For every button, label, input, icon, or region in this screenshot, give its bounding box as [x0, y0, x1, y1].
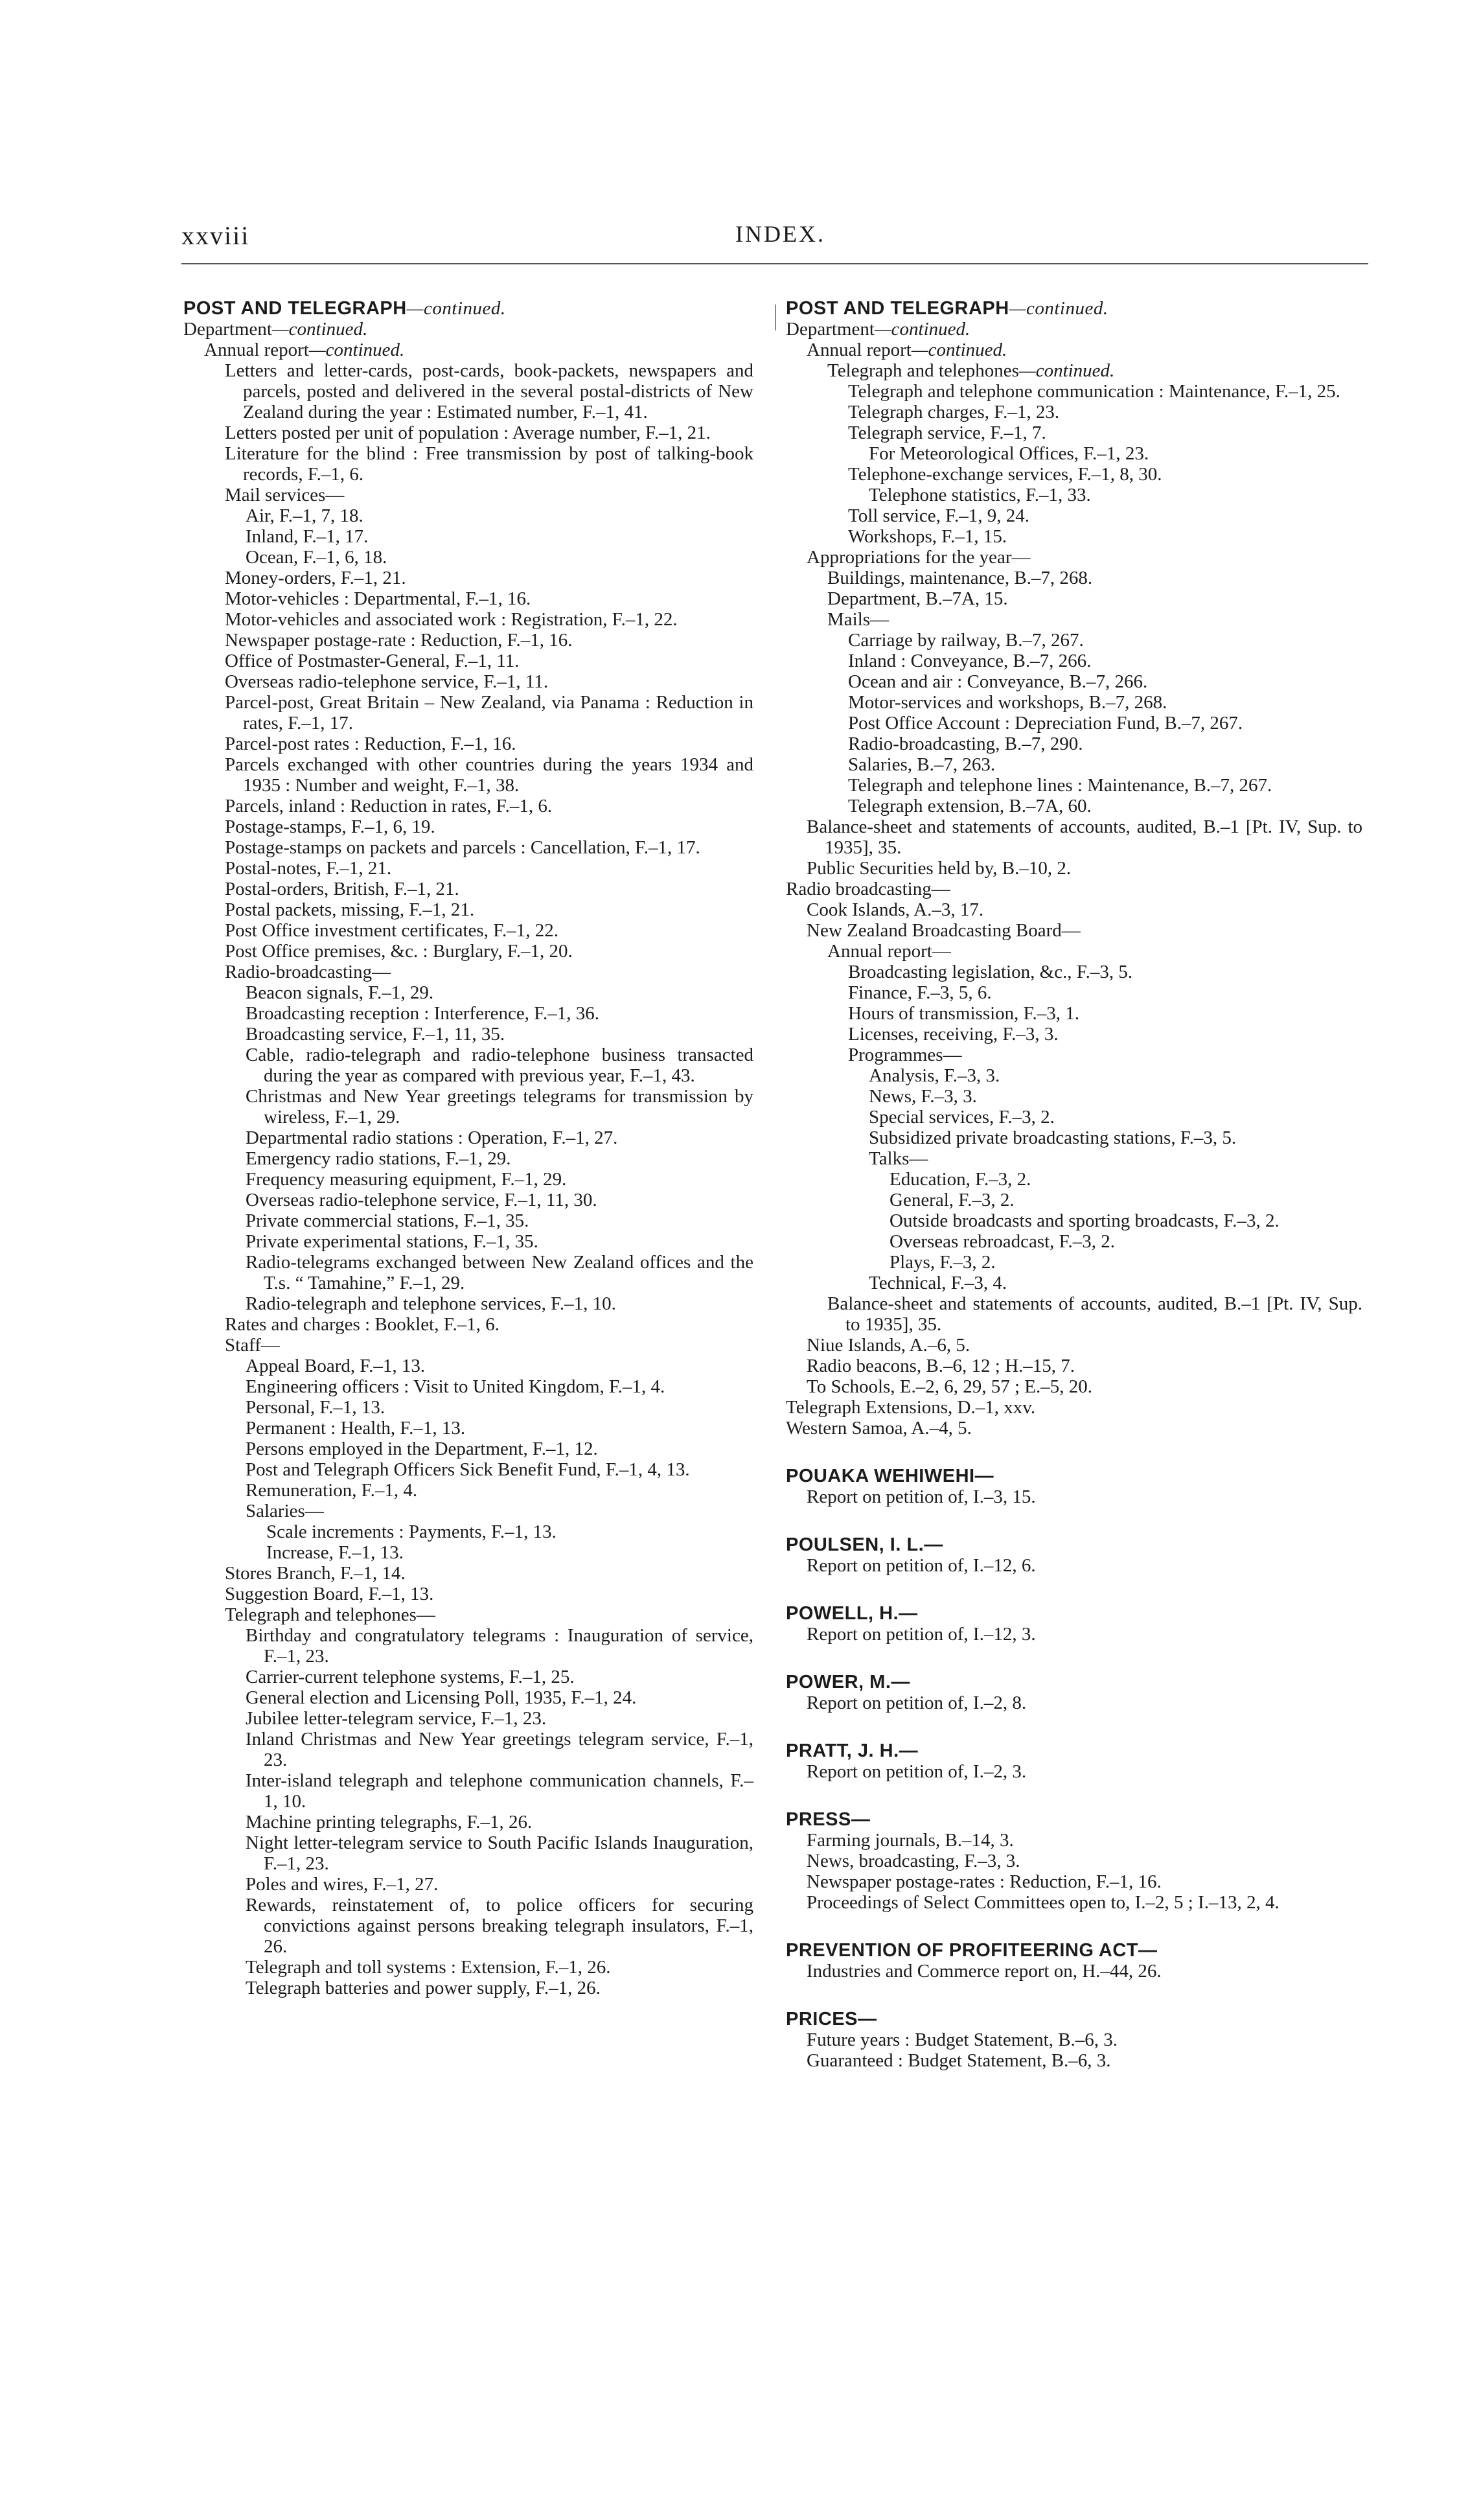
entry-text: Balance-sheet and statements of accounts, audited, B.–1 [Pt. IV, Sup. to 1935], 35.	[807, 816, 1362, 858]
entry-text: Birthday and congratulatory telegrams : Inauguration of service, F.–1, 23.	[246, 1625, 753, 1667]
page-header	[181, 220, 1367, 259]
index-entry	[786, 1148, 1362, 1169]
index-heading	[786, 1534, 1362, 1555]
index-entry	[183, 1169, 753, 1190]
entry-text: Education, F.–3, 2.	[890, 1169, 1031, 1190]
entry-text: Toll service, F.–1, 9, 24.	[848, 505, 1029, 526]
entry-text: Inland Christmas and New Year greetings telegram service, F.–1, 23.	[246, 1729, 753, 1770]
entry-text: Telegraph and telephones	[827, 360, 1019, 381]
index-entry	[183, 1210, 753, 1231]
entry-text: Personal, F.–1, 13.	[246, 1397, 385, 1418]
index-entry	[183, 1003, 753, 1024]
index-entry	[786, 360, 1362, 381]
index-entry	[183, 941, 753, 962]
entry-text: Radio beacons, B.–6, 12 ; H.–15, 7.	[807, 1356, 1075, 1376]
index-entry	[183, 1376, 753, 1397]
entry-text: Post Office premises, &c. : Burglary, F.–1, 20.	[225, 941, 573, 962]
index-entry	[786, 319, 1362, 340]
entry-text: Mail services—	[225, 485, 345, 505]
entry-text: Parcel-post, Great Britain – New Zealand, via Panama : Reduction in rates, F.–1, 17.	[225, 692, 753, 734]
entry-text: Postal-notes, F.–1, 21.	[225, 858, 392, 879]
index-entry	[183, 734, 753, 754]
index-entry	[786, 713, 1362, 734]
entry-text: Telegraph batteries and power supply, F.–1, 26.	[246, 1978, 601, 1998]
index-entry	[183, 651, 753, 671]
index-entry	[786, 547, 1362, 568]
index-entry	[183, 1045, 753, 1086]
entry-text: Motor-vehicles and associated work : Registration, F.–1, 22.	[225, 609, 678, 630]
entry-text: Appeal Board, F.–1, 13.	[246, 1356, 426, 1376]
index-entry	[786, 1127, 1362, 1148]
continued-label: —continued.	[406, 298, 506, 319]
index-entry	[786, 1830, 1362, 1851]
index-entry	[786, 734, 1362, 754]
index-entry	[183, 920, 753, 941]
entry-text: Report on petition of, I.–12, 6.	[807, 1555, 1036, 1576]
entry-text: Special services, F.–3, 2.	[869, 1107, 1055, 1127]
index-entry	[183, 1480, 753, 1501]
index-heading	[786, 1809, 1362, 1830]
index-entry	[183, 1770, 753, 1812]
index-entry	[183, 899, 753, 920]
entry-text: Telegraph charges, F.–1, 23.	[848, 402, 1060, 422]
index-entry	[786, 1376, 1362, 1397]
index-entry	[786, 340, 1362, 360]
entry-text: News, broadcasting, F.–3, 3.	[807, 1851, 1020, 1871]
index-entry	[183, 1978, 753, 1998]
entry-text: Annual report	[807, 340, 912, 360]
entry-text: Talks—	[869, 1148, 928, 1169]
index-entry	[786, 505, 1362, 526]
entry-text: Ocean, F.–1, 6, 18.	[246, 547, 387, 568]
index-entry	[183, 1397, 753, 1418]
entry-text: New Zealand Broadcasting Board—	[807, 920, 1081, 941]
index-entry	[786, 588, 1362, 609]
index-entry	[183, 1252, 753, 1293]
index-entry	[183, 1148, 753, 1169]
index-entry	[786, 630, 1362, 651]
entry-text: Persons employed in the Department, F.–1, 12.	[246, 1439, 598, 1459]
entry-text: Increase, F.–1, 13.	[266, 1542, 404, 1563]
index-entry	[786, 1397, 1362, 1418]
running-title: INDEX.	[735, 221, 825, 247]
entry-text: Engineering officers : Visit to United Kingdom, F.–1, 4.	[246, 1376, 665, 1397]
entry-text: Suggestion Board, F.–1, 13.	[225, 1584, 434, 1604]
entry-text: Radio-telegraph and telephone services, F.–1, 10.	[246, 1293, 616, 1314]
entry-text: Department	[183, 319, 272, 340]
entry-text: Future years : Budget Statement, B.–6, 3.	[807, 2029, 1118, 2050]
entry-text: Farming journals, B.–14, 3.	[807, 1830, 1014, 1851]
entry-text: PRICES—	[786, 2009, 877, 2029]
index-entry	[786, 1169, 1362, 1190]
index-entry	[786, 1335, 1362, 1356]
entry-text: Postage-stamps on packets and parcels : Cancellation, F.–1, 17.	[225, 837, 700, 858]
entry-text: Christmas and New Year greetings telegrams for transmission by wireless, F.–1, 29.	[246, 1086, 753, 1127]
index-entry	[786, 1003, 1362, 1024]
entry-text: Machine printing telegraphs, F.–1, 26.	[246, 1812, 533, 1832]
index-heading	[786, 2009, 1362, 2029]
entry-text: Broadcasting service, F.–1, 11, 35.	[246, 1024, 505, 1045]
entry-text: Finance, F.–3, 5, 6.	[848, 982, 992, 1003]
index-entry	[183, 1521, 753, 1542]
index-heading	[786, 1672, 1362, 1693]
index-entry	[786, 1231, 1362, 1252]
entry-text: Hours of transmission, F.–3, 1.	[848, 1003, 1079, 1024]
continued-label: —continued.	[1018, 360, 1115, 381]
index-entry	[786, 1555, 1362, 1576]
entry-text: Proceedings of Select Committees open to, I.–2, 5 ; I.–13, 2, 4.	[807, 1892, 1280, 1913]
entry-text: POULSEN, I. L.—	[786, 1534, 943, 1555]
entry-text: Plays, F.–3, 2.	[890, 1252, 996, 1273]
index-entry	[183, 1086, 753, 1127]
entry-text: Radio-broadcasting, B.–7, 290.	[848, 734, 1083, 754]
index-entry	[786, 381, 1362, 402]
entry-text: Annual report	[204, 340, 309, 360]
index-entry	[183, 609, 753, 630]
index-entry	[183, 340, 753, 360]
index-entry	[183, 1356, 753, 1376]
index-entry	[183, 360, 753, 422]
entry-text: Office of Postmaster-General, F.–1, 11.	[225, 651, 520, 671]
entry-text: Telegraph and telephones—	[225, 1604, 435, 1625]
index-entry	[786, 775, 1362, 796]
index-entry	[786, 1190, 1362, 1210]
entry-text: POUAKA WEHIWEHI—	[786, 1466, 994, 1486]
entry-text: Department, B.–7A, 15.	[827, 588, 1008, 609]
entry-text: Rates and charges : Booklet, F.–1, 6.	[225, 1314, 500, 1335]
index-entry	[786, 796, 1362, 816]
index-entry	[183, 1729, 753, 1770]
entry-text: Analysis, F.–3, 3.	[869, 1065, 1000, 1086]
continued-label: —continued.	[308, 340, 405, 360]
index-entry	[786, 2029, 1362, 2050]
continued-label: —continued.	[271, 319, 368, 340]
index-entry	[786, 609, 1362, 630]
entry-text: Cable, radio-telegraph and radio-telephone business transacted during the year as compared with previous year, F.–1, 43.	[246, 1045, 753, 1086]
entry-text: Report on petition of, I.–2, 8.	[807, 1693, 1027, 1713]
entry-text: Scale increments : Payments, F.–1, 13.	[266, 1521, 557, 1542]
index-entry	[183, 1024, 753, 1045]
entry-text: Telephone statistics, F.–1, 33.	[869, 485, 1091, 505]
entry-text: POWELL, H.—	[786, 1603, 918, 1624]
entry-text: Frequency measuring equipment, F.–1, 29.	[246, 1169, 567, 1190]
entry-text: Telegraph service, F.–1, 7.	[848, 422, 1046, 443]
entry-text: Annual report—	[827, 941, 951, 962]
index-entry	[183, 1231, 753, 1252]
entry-text: Telephone-exchange services, F.–1, 8, 30.	[848, 464, 1162, 485]
continued-label: —continued.	[874, 319, 970, 340]
entry-text: General election and Licensing Poll, 1935, F.–1, 24.	[246, 1687, 637, 1708]
index-entry	[183, 754, 753, 796]
entry-text: Workshops, F.–1, 15.	[848, 526, 1007, 547]
index-entry	[786, 692, 1362, 713]
entry-text: Night letter-telegram service to South Pacific Islands Inauguration, F.–1, 23.	[246, 1832, 753, 1874]
index-entry	[183, 1418, 753, 1439]
entry-text: Balance-sheet and statements of accounts, audited, B.–1 [Pt. IV, Sup. to 1935], 35.	[827, 1293, 1362, 1335]
index-entry	[183, 1832, 753, 1874]
entry-text: Inland : Conveyance, B.–7, 266.	[848, 651, 1092, 671]
entry-text: Outside broadcasts and sporting broadcasts, F.–3, 2.	[890, 1210, 1280, 1231]
entry-text: Subsidized private broadcasting stations, F.–3, 5.	[869, 1127, 1237, 1148]
entry-text: Motor-services and workshops, B.–7, 268.	[848, 692, 1167, 713]
index-entry	[183, 630, 753, 651]
entry-text: POST AND TELEGRAPH	[786, 298, 1009, 319]
entry-text: POWER, M.—	[786, 1672, 910, 1693]
entry-text: Niue Islands, A.–6, 5.	[807, 1335, 970, 1356]
entry-text: Newspaper postage-rates : Reduction, F.–1, 16.	[807, 1871, 1162, 1892]
index-entry	[183, 858, 753, 879]
entry-text: Licenses, receiving, F.–3, 3.	[848, 1024, 1059, 1045]
index-entry	[786, 526, 1362, 547]
index-entry	[183, 1667, 753, 1687]
index-entry	[786, 402, 1362, 422]
entry-text: Emergency radio stations, F.–1, 29.	[246, 1148, 511, 1169]
entry-text: Beacon signals, F.–1, 29.	[246, 982, 434, 1003]
entry-text: Inter-island telegraph and telephone communication channels, F.–1, 10.	[246, 1770, 753, 1812]
index-entry	[786, 1871, 1362, 1892]
index-entry	[786, 1892, 1362, 1913]
index-entry	[183, 485, 753, 505]
entry-text: Private experimental stations, F.–1, 35.	[246, 1231, 538, 1252]
index-entry	[183, 796, 753, 816]
index-entry	[786, 1065, 1362, 1086]
index-entry	[786, 1024, 1362, 1045]
index-entry	[786, 1086, 1362, 1107]
index-entry	[786, 754, 1362, 775]
entry-text: Post and Telegraph Officers Sick Benefit Fund, F.–1, 4, 13.	[246, 1459, 690, 1480]
index-entry	[786, 982, 1362, 1003]
entry-text: Telegraph and telephone lines : Maintenance, B.–7, 267.	[848, 775, 1272, 796]
entry-text: Cook Islands, A.–3, 17.	[807, 899, 984, 920]
index-entry	[183, 692, 753, 734]
entry-text: Industries and Commerce report on, H.–44, 26.	[807, 1961, 1162, 1982]
entry-text: Western Samoa, A.–4, 5.	[786, 1418, 972, 1439]
index-entry	[786, 651, 1362, 671]
index-entry	[183, 1874, 753, 1895]
index-entry	[183, 1314, 753, 1335]
entry-text: Report on petition of, I.–12, 3.	[807, 1624, 1036, 1645]
entry-text: Report on petition of, I.–2, 3.	[807, 1761, 1027, 1782]
right-column	[786, 298, 1362, 2071]
entry-text: For Meteorological Offices, F.–1, 23.	[869, 443, 1149, 464]
column-divider	[775, 305, 776, 330]
index-entry	[183, 1812, 753, 1832]
header-rule	[181, 263, 1368, 264]
index-heading	[786, 1466, 1362, 1486]
index-entry	[183, 1542, 753, 1563]
index-entry	[786, 899, 1362, 920]
entry-text: Post Office investment certificates, F.–1, 22.	[225, 920, 559, 941]
left-column	[183, 298, 753, 1998]
entry-text: Parcels exchanged with other countries during the years 1934 and 1935 : Number and weight, F.–1, 38.	[225, 754, 753, 796]
index-entry	[786, 1252, 1362, 1273]
index-entry	[786, 671, 1362, 692]
index-entry	[786, 443, 1362, 464]
entry-text: Money-orders, F.–1, 21.	[225, 568, 406, 588]
index-entry	[183, 1335, 753, 1356]
index-entry	[786, 1624, 1362, 1645]
continued-label: —continued.	[911, 340, 1007, 360]
entry-text: Remuneration, F.–1, 4.	[246, 1480, 418, 1501]
index-entry	[183, 1459, 753, 1480]
index-entry	[786, 816, 1362, 858]
entry-text: Department	[786, 319, 875, 340]
index-entry	[183, 1895, 753, 1957]
entry-text: Salaries—	[246, 1501, 324, 1521]
index-entry	[786, 464, 1362, 485]
index-heading	[183, 298, 753, 319]
entry-text: Permanent : Health, F.–1, 13.	[246, 1418, 466, 1439]
entry-text: Radio-telegrams exchanged between New Zealand offices and the T.s. “ Tamahine,” F.–1, 29.	[246, 1252, 753, 1293]
index-entry	[183, 1584, 753, 1604]
entry-text: Jubilee letter-telegram service, F.–1, 23.	[246, 1708, 547, 1729]
entry-text: Carriage by railway, B.–7, 267.	[848, 630, 1084, 651]
continued-label: —continued.	[1009, 298, 1108, 319]
page-number: xxviii	[181, 221, 250, 250]
index-entry	[786, 962, 1362, 982]
entry-text: Telegraph and telephone communication : Maintenance, F.–1, 25.	[848, 381, 1340, 402]
entry-text: Telegraph and toll systems : Extension, F.–1, 26.	[246, 1957, 611, 1978]
entry-text: Telegraph extension, B.–7A, 60.	[848, 796, 1092, 816]
index-entry	[786, 1045, 1362, 1065]
entry-text: General, F.–3, 2.	[890, 1190, 1015, 1210]
entry-text: Poles and wires, F.–1, 27.	[246, 1874, 439, 1895]
index-entry	[183, 568, 753, 588]
entry-text: Telegraph Extensions, D.–1, xxv.	[786, 1397, 1036, 1418]
index-entry	[183, 962, 753, 982]
entry-text: To Schools, E.–2, 6, 29, 57 ; E.–5, 20.	[807, 1376, 1093, 1397]
entry-text: Broadcasting legislation, &c., F.–3, 5.	[848, 962, 1133, 982]
entry-text: Buildings, maintenance, B.–7, 268.	[827, 568, 1093, 588]
entry-text: PRATT, J. H.—	[786, 1740, 919, 1761]
entry-text: Overseas radio-telephone service, F.–1, 11, 30.	[246, 1190, 597, 1210]
index-entry	[786, 920, 1362, 941]
index-entry	[786, 1693, 1362, 1713]
entry-text: Air, F.–1, 7, 18.	[246, 505, 363, 526]
entry-text: Staff—	[225, 1335, 280, 1356]
index-entry	[183, 547, 753, 568]
entry-text: Parcel-post rates : Reduction, F.–1, 16.	[225, 734, 516, 754]
index-heading	[786, 1940, 1362, 1961]
index-entry	[786, 485, 1362, 505]
index-entry	[786, 1761, 1362, 1782]
entry-text: Private commercial stations, F.–1, 35.	[246, 1210, 529, 1231]
index-entry	[183, 1439, 753, 1459]
entry-text: Carrier-current telephone systems, F.–1, 25.	[246, 1667, 575, 1687]
index-entry	[786, 1273, 1362, 1293]
entry-text: Letters posted per unit of population : Average number, F.–1, 21.	[225, 422, 711, 443]
index-entry	[183, 1127, 753, 1148]
entry-text: Letters and letter-cards, post-cards, book-packets, newspapers and parcels, posted and delivered in the several postal-districts of New Zealand during the year : Estimated number, F.–1, 41.	[225, 360, 753, 422]
index-entry	[183, 671, 753, 692]
entry-text: Public Securities held by, B.–10, 2.	[807, 858, 1072, 879]
index-entry	[183, 1604, 753, 1625]
index-entry	[786, 568, 1362, 588]
index-heading	[786, 298, 1362, 319]
entry-text: Stores Branch, F.–1, 14.	[225, 1563, 406, 1584]
index-entry	[786, 858, 1362, 879]
entry-text: Motor-vehicles : Departmental, F.–1, 16.	[225, 588, 531, 609]
index-entry	[183, 879, 753, 899]
index-entry	[183, 1687, 753, 1708]
entry-text: Postal-orders, British, F.–1, 21.	[225, 879, 459, 899]
index-entry	[183, 319, 753, 340]
index-heading	[786, 1740, 1362, 1761]
entry-text: PREVENTION OF PROFITEERING ACT—	[786, 1940, 1158, 1961]
index-entry	[786, 1356, 1362, 1376]
entry-text: Guaranteed : Budget Statement, B.–6, 3.	[807, 2050, 1111, 2071]
index-entry	[183, 1293, 753, 1314]
index-entry	[786, 1961, 1362, 1982]
index-entry	[183, 1708, 753, 1729]
entry-text: Rewards, reinstatement of, to police officers for securing convictions against persons breaking telegraph insulators, F.–1, 26.	[246, 1895, 753, 1957]
entry-text: Parcels, inland : Reduction in rates, F.–1, 6.	[225, 796, 553, 816]
entry-text: Radio broadcasting—	[786, 879, 950, 899]
entry-text: Appropriations for the year—	[807, 547, 1031, 568]
index-entry	[183, 816, 753, 837]
index-entry	[786, 1293, 1362, 1335]
entry-text: Newspaper postage-rate : Reduction, F.–1, 16.	[225, 630, 573, 651]
index-entry	[183, 588, 753, 609]
entry-text: Postal packets, missing, F.–1, 21.	[225, 899, 475, 920]
entry-text: Ocean and air : Conveyance, B.–7, 266.	[848, 671, 1148, 692]
index-entry	[183, 505, 753, 526]
entry-text: Broadcasting reception : Interference, F.–1, 36.	[246, 1003, 600, 1024]
entry-text: PRESS—	[786, 1809, 871, 1830]
entry-text: Inland, F.–1, 17.	[246, 526, 369, 547]
entry-text: Departmental radio stations : Operation, F.–1, 27.	[246, 1127, 618, 1148]
index-entry	[786, 1418, 1362, 1439]
entry-text: POST AND TELEGRAPH	[183, 298, 407, 319]
entry-text: Mails—	[827, 609, 890, 630]
index-entry	[183, 422, 753, 443]
index-entry	[786, 1210, 1362, 1231]
index-entry	[183, 443, 753, 485]
index-entry	[183, 837, 753, 858]
entry-text: Radio-broadcasting—	[225, 962, 391, 982]
entry-text: Literature for the blind : Free transmission by post of talking-book records, F.–1, 6.	[225, 443, 753, 485]
index-entry	[183, 1501, 753, 1521]
index-entry	[786, 879, 1362, 899]
index-entry	[183, 526, 753, 547]
index-entry	[183, 1563, 753, 1584]
index-entry	[786, 1851, 1362, 1871]
entry-text: Programmes—	[848, 1045, 962, 1065]
entry-text: Overseas rebroadcast, F.–3, 2.	[890, 1231, 1115, 1252]
index-entry	[183, 982, 753, 1003]
entry-text: Salaries, B.–7, 263.	[848, 754, 996, 775]
index-entry	[786, 941, 1362, 962]
index-entry	[786, 1486, 1362, 1507]
entry-text: Post Office Account : Depreciation Fund, B.–7, 267.	[848, 713, 1243, 734]
index-entry	[786, 1107, 1362, 1127]
entry-text: News, F.–3, 3.	[869, 1086, 977, 1107]
entry-text: Postage-stamps, F.–1, 6, 19.	[225, 816, 435, 837]
index-entry	[183, 1625, 753, 1667]
entry-text: Overseas radio-telephone service, F.–1, 11.	[225, 671, 549, 692]
index-heading	[786, 1603, 1362, 1624]
index-entry	[183, 1957, 753, 1978]
entry-text: Technical, F.–3, 4.	[869, 1273, 1007, 1293]
entry-text: Report on petition of, I.–3, 15.	[807, 1486, 1036, 1507]
index-entry	[786, 422, 1362, 443]
index-entry	[786, 2050, 1362, 2071]
index-entry	[183, 1190, 753, 1210]
